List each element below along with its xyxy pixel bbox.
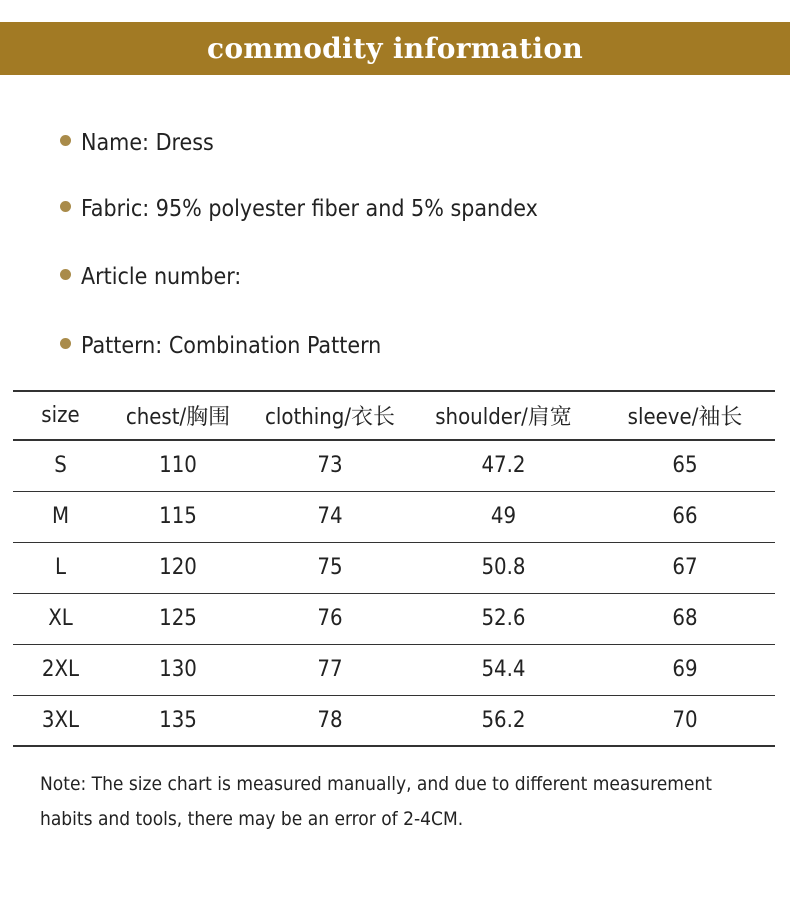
cell-clothing: 78: [317, 707, 343, 733]
header-shoulder: shoulder/肩宽: [435, 405, 572, 430]
size-chart-table: [13, 390, 775, 747]
header-chest: chest/胸围: [125, 405, 231, 430]
cell-chest: 130: [159, 657, 197, 682]
bullet-icon: [60, 338, 71, 349]
cell-size: M: [51, 504, 70, 529]
cell-shoulder: 52.6: [481, 606, 526, 631]
cell-chest: 135: [159, 707, 197, 733]
note-line: habits and tools, there may be an error of 2-4CM.: [40, 808, 464, 830]
cell-chest: 110: [159, 453, 197, 479]
table-row: [13, 644, 775, 695]
cell-clothing: 74: [317, 504, 343, 529]
size-note: [40, 767, 760, 837]
info-item-text: Pattern: Combination Pattern: [81, 333, 382, 359]
info-item-text: Fabric: 95% polyester fiber and 5% spandex: [81, 196, 538, 222]
cell-size: 3XL: [41, 707, 80, 733]
table-row: [13, 542, 775, 593]
cell-clothing: 73: [317, 453, 343, 479]
cell-sleeve: 70: [672, 707, 698, 733]
cell-sleeve: 66: [672, 504, 698, 529]
banner-title: commodity information: [207, 32, 583, 65]
cell-clothing: 75: [317, 555, 343, 580]
cell-shoulder: 54.4: [481, 657, 526, 682]
header-size: size: [41, 403, 80, 428]
info-item-fabric: [60, 196, 538, 222]
cell-shoulder: 49: [490, 504, 517, 529]
cell-size: 2XL: [41, 657, 80, 682]
table-row: [13, 593, 775, 644]
cell-size: XL: [48, 606, 73, 631]
bullet-icon: [60, 269, 71, 280]
cell-size: L: [54, 555, 67, 580]
bullet-icon: [60, 135, 71, 146]
info-item-pattern: [60, 333, 381, 359]
info-item-name: [60, 130, 214, 156]
table-row: [13, 440, 775, 491]
cell-chest: 120: [159, 555, 197, 580]
cell-chest: 115: [159, 504, 197, 529]
note-line: Note: The size chart is measured manually, and due to different measurement: [40, 773, 712, 795]
cell-sleeve: 65: [672, 453, 698, 479]
table-row: [13, 695, 775, 746]
cell-sleeve: 69: [672, 657, 698, 682]
info-item-article-number: [60, 264, 241, 290]
cell-shoulder: 50.8: [481, 555, 526, 580]
bullet-icon: [60, 201, 71, 212]
cell-sleeve: 68: [672, 606, 698, 631]
cell-chest: 125: [159, 606, 197, 631]
header-banner: [0, 22, 790, 75]
cell-shoulder: 47.2: [481, 453, 526, 479]
cell-shoulder: 56.2: [481, 707, 526, 733]
table-header-row: [13, 391, 775, 440]
header-clothing: clothing/衣长: [264, 405, 396, 430]
cell-size: S: [54, 453, 67, 479]
info-item-text: Article number:: [81, 264, 242, 290]
cell-sleeve: 67: [672, 555, 698, 580]
table-row: [13, 491, 775, 542]
info-item-text: Name: Dress: [81, 130, 214, 156]
cell-clothing: 76: [317, 606, 343, 631]
header-sleeve: sleeve/袖长: [627, 405, 743, 430]
cell-clothing: 77: [317, 657, 343, 682]
